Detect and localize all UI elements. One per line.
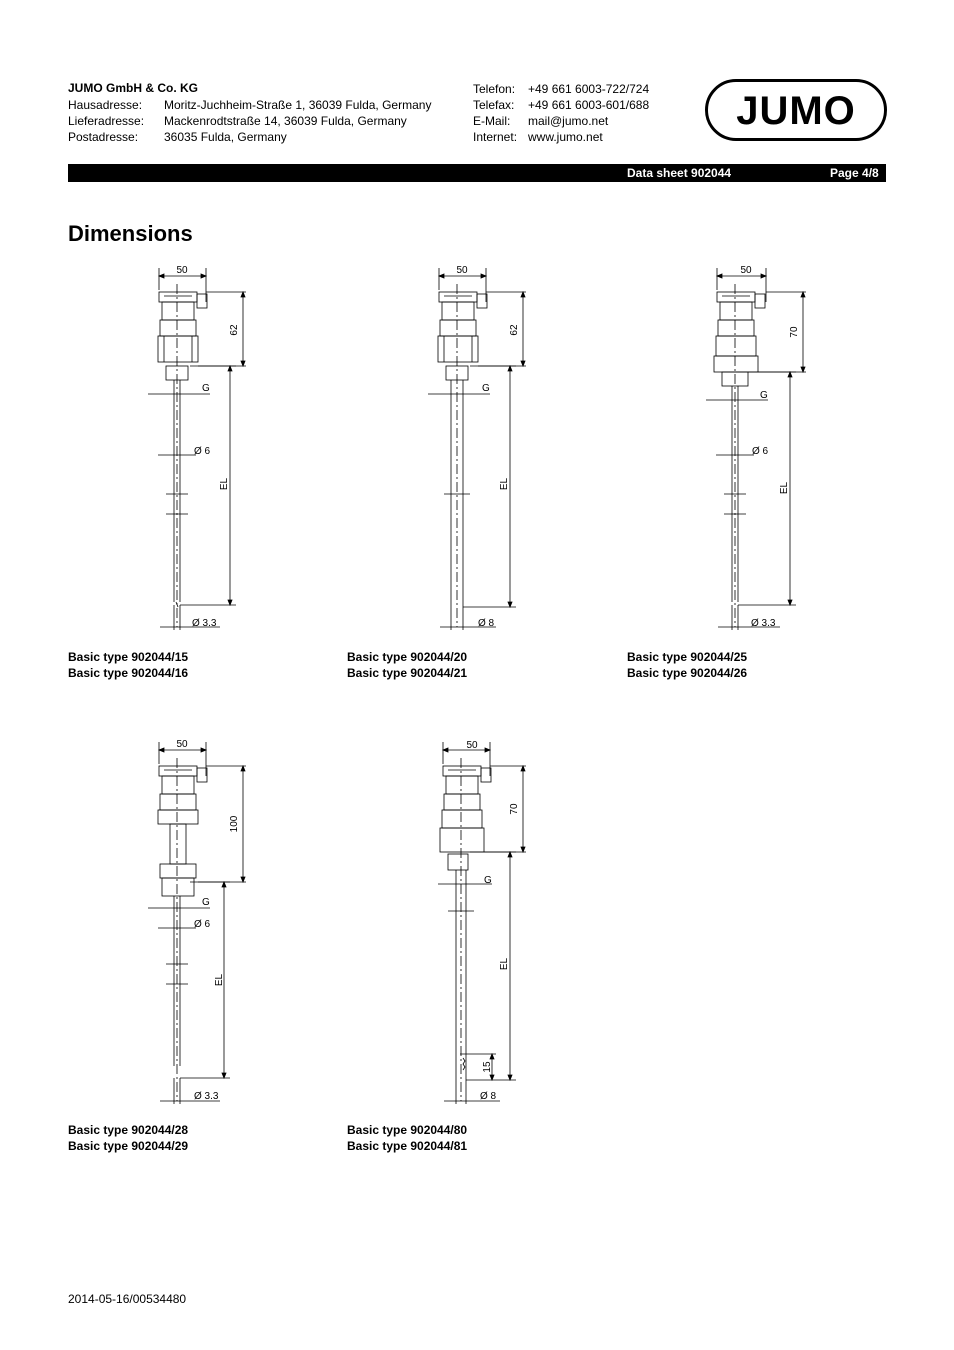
logo-text: JUMO: [736, 89, 856, 133]
address-row: [68, 113, 468, 129]
contact-row: [473, 81, 683, 97]
dim-width: 50: [740, 265, 752, 276]
contact-row: [473, 97, 683, 113]
dim-tip: Ø 8: [478, 618, 495, 629]
dimension-drawing-2: [420, 262, 560, 632]
contact-label: Telefax:: [473, 98, 515, 112]
drawing-caption: [68, 1122, 188, 1154]
dim-width: 50: [456, 265, 468, 276]
drawing-caption: [347, 649, 467, 681]
dim-length: EL: [499, 957, 510, 971]
dim-width: 50: [466, 740, 478, 751]
address-block: [68, 97, 468, 145]
dimension-drawing-3: [700, 262, 840, 632]
page-title: Dimensions: [68, 221, 193, 246]
dim-width: 50: [176, 265, 188, 276]
dim-tip: Ø 3.3: [194, 1091, 219, 1102]
caption-line: Basic type 902044/16: [68, 666, 189, 680]
caption-line: Basic type 902044/80: [347, 1123, 468, 1137]
dim-length: EL: [779, 481, 790, 495]
caption-line: Basic type 902044/20: [347, 650, 468, 664]
dim-width: 50: [176, 739, 188, 750]
address-value: 36035 Fulda, Germany: [164, 130, 287, 144]
dim-tip: Ø 3.3: [192, 618, 217, 629]
contact-row: [473, 129, 683, 145]
dim-height: 70: [509, 803, 520, 815]
dim-height: 62: [509, 324, 520, 336]
email-value[interactable]: mail@jumo.net: [528, 114, 609, 128]
company-name: JUMO GmbH & Co. KG: [68, 81, 199, 95]
website-value[interactable]: www.jumo.net: [528, 130, 603, 144]
contact-block: [473, 81, 683, 145]
contact-row: [473, 113, 683, 129]
dimension-drawing-1: [140, 262, 280, 632]
footer-document-id: 2014-05-16/00534480: [68, 1292, 187, 1306]
phone-value: +49 661 6003-722/724: [528, 82, 650, 96]
page-number: Page 4/8: [830, 166, 879, 180]
caption-line: Basic type 902044/21: [347, 666, 468, 680]
dim-sensor-length: 15: [482, 1061, 493, 1073]
dim-shaft: Ø 6: [752, 446, 769, 457]
caption-line: Basic type 902044/28: [68, 1123, 189, 1137]
dim-shaft: Ø 6: [194, 446, 211, 457]
dim-thread: G: [760, 390, 768, 401]
address-label: Postadresse:: [68, 130, 139, 144]
caption-line: Basic type 902044/15: [68, 650, 189, 664]
dim-height: 100: [229, 815, 240, 833]
dim-height: 62: [229, 324, 240, 336]
address-value: Moritz-Juchheim-Straße 1, 36039 Fulda, Germany: [164, 98, 432, 112]
fax-value: +49 661 6003-601/688: [528, 98, 650, 112]
address-value: Mackenrodtstraße 14, 36039 Fulda, Germany: [164, 114, 407, 128]
address-row: [68, 97, 468, 113]
info-bar: [68, 164, 886, 182]
jumo-logo: [705, 79, 887, 141]
dim-tip: Ø 3.3: [751, 618, 776, 629]
dim-tip: Ø 8: [480, 1091, 497, 1102]
contact-label: Internet:: [473, 130, 518, 144]
caption-line: Basic type 902044/26: [627, 666, 748, 680]
dimension-drawing-4: [140, 736, 280, 1106]
dimension-drawing-5: [420, 736, 560, 1106]
dim-shaft: Ø 6: [194, 919, 211, 930]
dim-thread: G: [484, 875, 492, 886]
dim-length: EL: [214, 973, 225, 987]
dim-length: EL: [219, 477, 230, 491]
address-row: [68, 129, 468, 145]
dim-thread: G: [202, 897, 210, 908]
caption-line: Basic type 902044/25: [627, 650, 748, 664]
dim-height: 70: [789, 326, 800, 338]
caption-line: Basic type 902044/81: [347, 1139, 468, 1153]
dim-thread: G: [482, 383, 490, 394]
caption-line: Basic type 902044/29: [68, 1139, 189, 1153]
address-label: Lieferadresse:: [68, 114, 145, 128]
contact-label: E-Mail:: [473, 114, 511, 128]
contact-label: Telefon:: [473, 82, 516, 96]
drawing-caption: [68, 649, 188, 681]
address-label: Hausadresse:: [68, 98, 143, 112]
dim-thread: G: [202, 383, 210, 394]
dim-length: EL: [499, 477, 510, 491]
drawing-caption: [627, 649, 747, 681]
datasheet-number: Data sheet 902044: [627, 166, 732, 180]
drawing-caption: [347, 1122, 467, 1154]
